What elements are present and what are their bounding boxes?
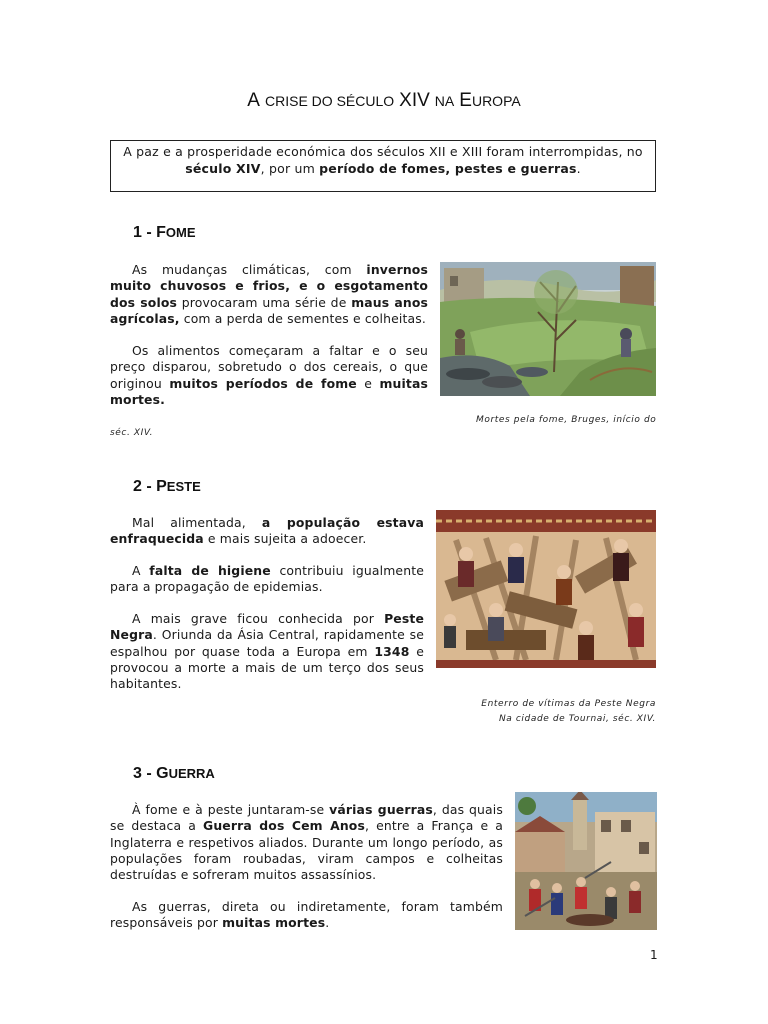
intro-box: A paz e a prosperidade económica dos séculos XII e XIII foram interrompidas, no século XIV, por um período de fomes, pestes e guerras. — [110, 140, 656, 192]
section-heading-peste: 2 - PESTE — [133, 478, 201, 495]
peste-paragraph-2: A falta de higiene contribuiu igualmente para a propagação de epidemias. — [110, 563, 424, 595]
peste-paragraph-1: Mal alimentada, a população estava enfraquecida e mais sujeita a adoecer. — [110, 515, 424, 547]
famine-caption-line-1: Mortes pela fome, Bruges, início do — [476, 415, 657, 425]
fome-paragraph-2: Os alimentos começaram a faltar e o seu preço disparou, sobretudo o dos cereais, o que originou muitos períodos de fome e muitas mortes. — [110, 343, 428, 407]
section-heading-guerra: 3 - GUERRA — [133, 765, 215, 782]
peste-paragraph-3: A mais grave ficou conhecida por Peste Negra. Oriunda da Ásia Central, rapidamente se espalhou por quase toda a Europa em 1348 e provocou a morte a mais de um terço dos seus habitantes. — [110, 611, 424, 692]
page-title: A CRISE DO SÉCULO XIV NA EUROPA — [247, 90, 521, 111]
famine-caption-line-2: séc. XIV. — [110, 428, 154, 438]
guerra-paragraph-1: À fome e à peste juntaram-se várias guerras, das quais se destaca a Guerra dos Cem Anos, entre a França e a Inglaterra e respetivos aliados. Durante um longo período, as populações foram roubadas, viram campos e colheitas destruídas e sofreram muitos assassínios. — [110, 802, 503, 883]
page-number: 1 — [650, 948, 658, 962]
plague-caption-line-2: Na cidade de Tournai, séc. XIV. — [498, 714, 656, 724]
section-heading-fome: 1 - FOME — [133, 224, 196, 241]
fome-paragraph-1: As mudanças climáticas, com invernos muito chuvosos e frios, e o esgotamento dos solos provocaram uma série de maus anos agrícolas, com a perda de sementes e colheitas. — [110, 262, 429, 326]
war-illustration — [515, 792, 657, 930]
plague-caption-line-1: Enterro de vítimas da Peste Negra — [481, 699, 656, 709]
guerra-paragraph-2: As guerras, direta ou indiretamente, foram também responsáveis por muitas mortes. — [110, 899, 503, 931]
famine-illustration — [440, 262, 656, 396]
black-death-illustration — [436, 510, 656, 668]
